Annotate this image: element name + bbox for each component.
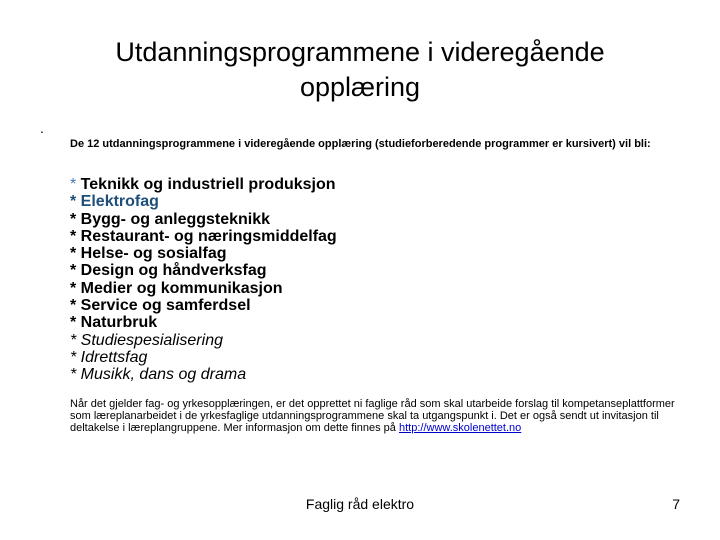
program-star: * — [70, 348, 77, 366]
program-star: * — [70, 262, 77, 280]
program-star: * — [70, 314, 77, 332]
program-item — [70, 297, 670, 314]
program-label: Helse- og sosialfag — [76, 245, 227, 263]
program-label: Studiespesialisering — [76, 331, 223, 349]
program-star: * — [70, 297, 77, 315]
program-label: Design og håndverksfag — [76, 262, 267, 280]
program-list — [70, 176, 670, 384]
program-star: * — [70, 227, 77, 245]
intro-text: De 12 utdanningsprogrammene i videregående opplæring (studieforberedende programmer er kursivert) vil bli: — [70, 138, 651, 150]
program-star: * — [70, 210, 77, 228]
program-label: Naturbruk — [76, 314, 158, 332]
program-star: * — [70, 331, 77, 349]
bullet-marker: . — [40, 120, 44, 136]
program-item — [70, 193, 670, 210]
program-label: Idrettsfag — [76, 348, 148, 366]
program-label: Bygg- og anleggsteknikk — [76, 210, 271, 228]
outro-paragraph — [70, 398, 680, 434]
title-line-1: Utdanningsprogrammene i videregående — [115, 37, 605, 67]
outro-text: Når det gjelder fag- og yrkesopplæringen, er det opprettet ni faglige råd som skal utarbeide forslag til kompetanseplattformer som læreplanarbeidet i de yrkesfaglige utdanningsprogrammene skal ta utgangspunkt i. Det er også sendt ut invitasjon til deltakelse i læreplangruppene. Mer informasjon om dette finnes på — [70, 398, 675, 434]
program-item — [70, 366, 670, 383]
skolenettet-link[interactable]: http://www.skolenettet.no — [398, 422, 522, 434]
page-number: 7 — [672, 496, 680, 512]
title-line-2: opplæring — [299, 72, 421, 102]
program-item — [70, 228, 670, 245]
program-star: * — [70, 176, 77, 193]
program-item — [70, 314, 670, 331]
program-star: * — [70, 245, 77, 263]
program-label: Musikk, dans og drama — [76, 366, 247, 384]
program-star: * — [70, 193, 77, 211]
program-label: Restaurant- og næringsmiddelfag — [76, 227, 337, 245]
program-item — [70, 332, 670, 349]
program-item — [70, 349, 670, 366]
program-label: Teknikk og industriell produksjon — [76, 176, 336, 193]
program-item — [70, 280, 670, 297]
program-item — [70, 176, 670, 193]
slide-title — [40, 35, 680, 105]
program-label: Medier og kommunikasjon — [76, 279, 283, 297]
program-label: Elektrofag — [76, 193, 159, 211]
slide-footer: Faglig råd elektro — [305, 496, 415, 512]
program-item — [70, 262, 670, 279]
program-star: * — [70, 279, 77, 297]
program-item — [70, 245, 670, 262]
program-star: * — [70, 366, 77, 384]
program-item — [70, 211, 670, 228]
program-label: Service og samferdsel — [76, 297, 251, 315]
